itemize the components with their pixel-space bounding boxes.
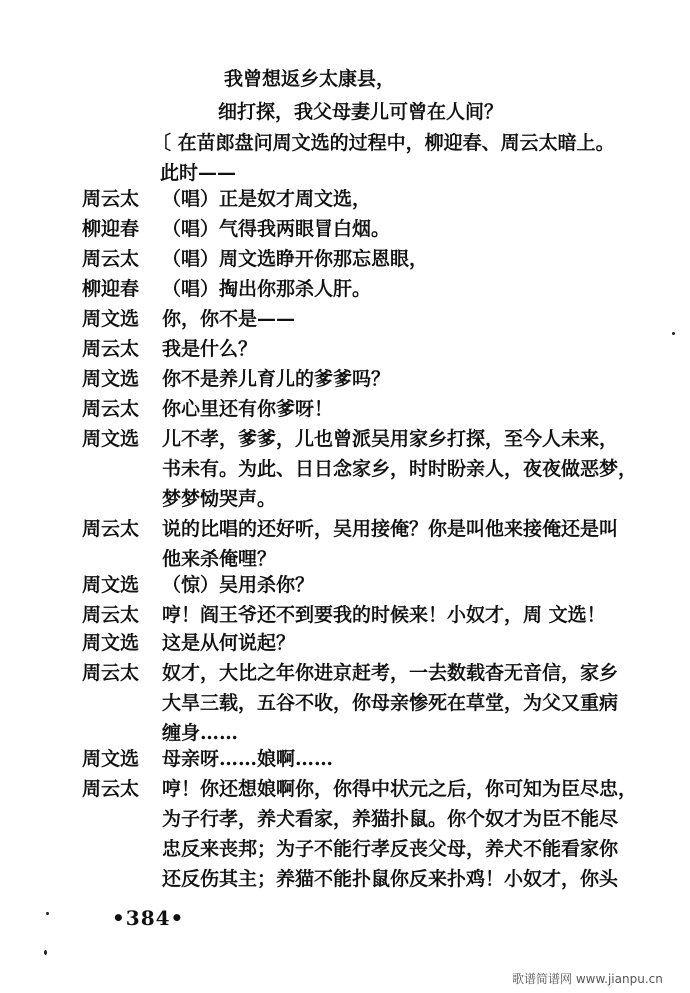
dialogue-line: （唱）正是奴才周文选， bbox=[162, 188, 372, 210]
dialogue-line: 忠反来丧邦；为子不能行孝反丧父母，养犬不能看家你 bbox=[162, 838, 619, 860]
dialogue-text bbox=[162, 628, 642, 658]
dialogue-line: 儿不孝，爹爹，儿也曾派吴用家乡打探，至今人未来， bbox=[162, 428, 619, 450]
watermark: 歌谱简谱网 www.jianpu.cn bbox=[512, 972, 663, 986]
dialogue-line: 哼！你还想娘啊你，你得中状元之后，你可知为臣尽忠， bbox=[162, 778, 638, 800]
dialogue-text bbox=[162, 244, 642, 274]
dialogue-line: 母亲呀……娘啊…… bbox=[162, 748, 334, 770]
dialogue-text bbox=[162, 424, 642, 514]
stage-direction bbox=[152, 128, 660, 188]
dialogue-text bbox=[162, 514, 642, 574]
dialogue-text bbox=[162, 274, 642, 304]
dialogue-text bbox=[162, 658, 642, 748]
speaker-name: 周云太 bbox=[82, 604, 140, 626]
lyric-line-1: 我曾想返乡太康县， bbox=[224, 68, 396, 90]
dialogue-text bbox=[162, 600, 642, 630]
speaker-name: 周文选 bbox=[82, 632, 140, 654]
speaker-name: 周云太 bbox=[82, 398, 140, 420]
stage-direction-line-2: 此时—— bbox=[160, 162, 237, 184]
dialogue-text bbox=[162, 570, 642, 600]
speaker-name: 周云太 bbox=[82, 248, 140, 270]
speaker-name: 周文选 bbox=[82, 428, 140, 450]
speaker-name: 周云太 bbox=[82, 338, 140, 360]
speaker-name: 周云太 bbox=[82, 188, 140, 210]
dialogue-line: 哼！阎王爷还不到要我的时候来！小奴才，周 文选！ bbox=[162, 604, 606, 626]
dialogue-line: （唱）气得我两眼冒白烟。 bbox=[162, 218, 391, 240]
dialogue-line: 大旱三载，五谷不收，你母亲惨死在草堂，为父又重病 bbox=[162, 692, 619, 714]
dialogue-line: 他来杀俺哩？ bbox=[162, 548, 277, 570]
dialogue-line: 奴才，大比之年你进京赶考，一去数载杳无音信，家乡 bbox=[162, 662, 619, 684]
speaker-name: 柳迎春 bbox=[82, 278, 140, 300]
dialogue-text bbox=[162, 394, 642, 424]
dialogue-line: 说的比唱的还好听，吴用接俺？你是叫他来接俺还是叫 bbox=[162, 518, 619, 540]
dialogue-line: 这是从何说起？ bbox=[162, 632, 296, 654]
dialogue-line: 梦梦恸哭声。 bbox=[162, 488, 277, 510]
speaker-name: 周文选 bbox=[82, 368, 140, 390]
dialogue-text bbox=[162, 364, 642, 394]
dialogue-text bbox=[162, 304, 642, 334]
dialogue-line: （惊）吴用杀你？ bbox=[162, 574, 315, 596]
dialogue-text bbox=[162, 334, 642, 364]
speaker-name: 周文选 bbox=[82, 574, 140, 596]
speaker-name: 周云太 bbox=[82, 778, 140, 800]
dialogue-line: 你不是养儿育儿的爹爹吗？ bbox=[162, 368, 391, 390]
dialogue-line: 为子行孝，养犬看家，养猫扑鼠。你个奴才为臣不能尽 bbox=[162, 808, 619, 830]
scan-speck bbox=[46, 912, 49, 915]
speaker-name: 周文选 bbox=[82, 308, 140, 330]
speaker-name: 周文选 bbox=[82, 748, 140, 770]
dialogue-line: （唱）掏出你那杀人肝。 bbox=[162, 278, 372, 300]
dialogue-text bbox=[162, 744, 642, 774]
dialogue-line: 还反伤其主；养猫不能扑鼠你反来扑鸡！小奴才，你头 bbox=[162, 868, 619, 890]
dialogue-text bbox=[162, 774, 642, 894]
lyric-line-2: 细打探，我父母妻儿可曾在人间？ bbox=[218, 101, 504, 123]
scan-speck bbox=[672, 332, 675, 335]
dialogue-line: 缠身…… bbox=[162, 722, 239, 744]
dialogue-line: 你，你不是—— bbox=[162, 308, 296, 330]
scan-speck bbox=[44, 950, 47, 955]
dialogue-line: （唱）周文选睁开你那忘恩眼， bbox=[162, 248, 429, 270]
speaker-name: 周云太 bbox=[82, 518, 140, 540]
speaker-name: 柳迎春 bbox=[82, 218, 140, 240]
dialogue-text bbox=[162, 184, 642, 214]
speaker-name: 周云太 bbox=[82, 662, 140, 684]
page-number: •384• bbox=[112, 906, 185, 930]
stage-direction-line-1: 〔 在苗郎盘问周文选的过程中，柳迎春、周云太暗上。 bbox=[152, 132, 615, 154]
dialogue-text bbox=[162, 214, 642, 244]
dialogue-line: 书未有。为此、日日念家乡，时时盼亲人，夜夜做恶梦， bbox=[162, 458, 638, 480]
dialogue-line: 我是什么？ bbox=[162, 338, 258, 360]
dialogue-line: 你心里还有你爹呀！ bbox=[162, 398, 334, 420]
